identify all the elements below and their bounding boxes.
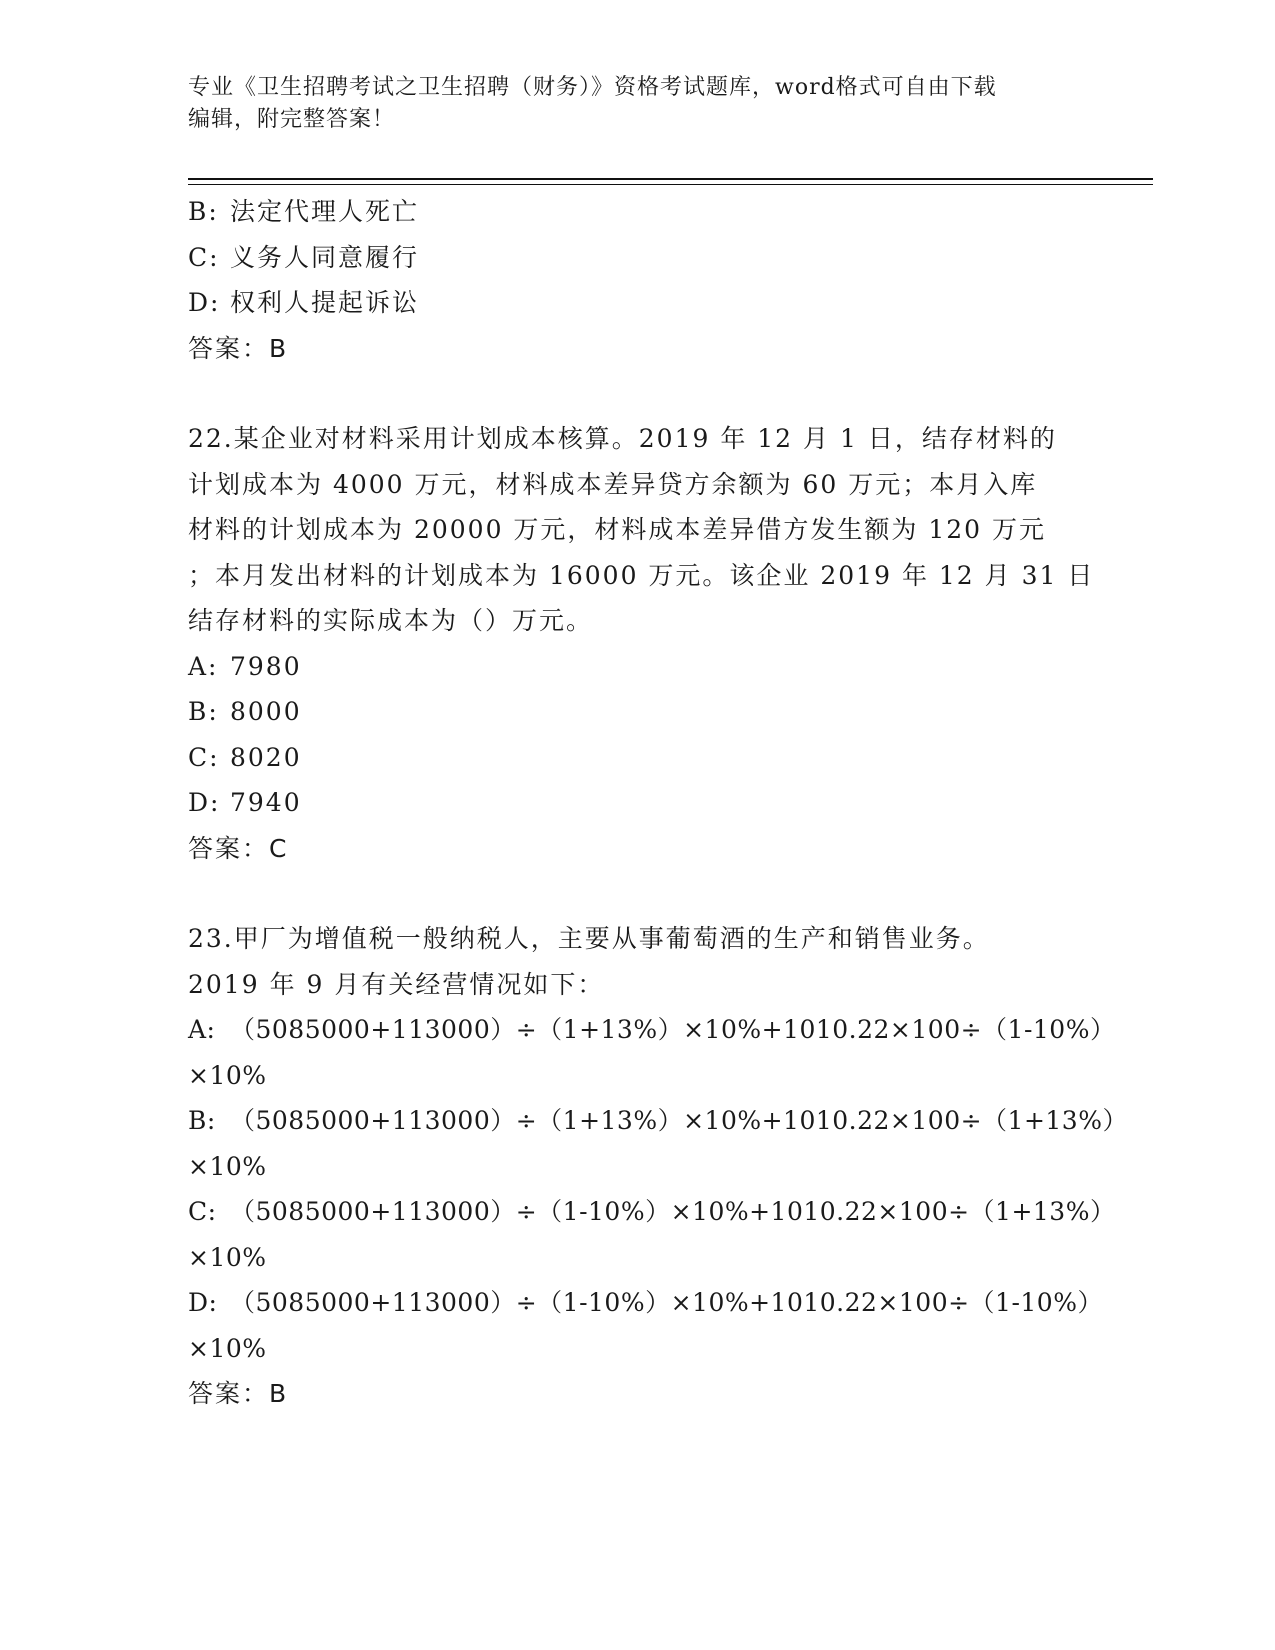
option-b-continuation: ×10%	[188, 1151, 267, 1181]
option-text: 义务人同意履行	[230, 242, 420, 272]
option-d	[188, 280, 1088, 326]
question-text-line: ；本月发出材料的计划成本为 16000 万元。该企业 2019 年 12 月 31 日	[188, 560, 1095, 590]
question-23	[188, 916, 1128, 1417]
option-b	[188, 689, 1088, 735]
question-text-line: 23.甲厂为增值税一般纳税人，主要从事葡萄酒的生产和销售业务。	[188, 924, 990, 953]
option-text: （5085000+113000）÷（1-10%）×10%+1010.22×100÷（1-10%）	[230, 1288, 1103, 1317]
option-b	[188, 189, 1088, 235]
answer: 答案：B	[188, 333, 289, 363]
option-c	[188, 735, 1088, 781]
question-text-line: 材料的计划成本为 20000 万元，材料成本差异借方发生额为 120 万元	[188, 515, 1047, 544]
option-text: 8000	[230, 697, 302, 726]
header-rule-thick	[188, 178, 1153, 180]
question-text-line: 结存材料的实际成本为（）万元。	[188, 606, 594, 635]
option-b	[188, 1098, 1128, 1144]
option-text: （5085000+113000）÷（1+13%）×10%+1010.22×100÷（1+13%）	[230, 1106, 1128, 1135]
option-prefix: C:	[188, 1197, 217, 1226]
header-line-1: 专业《卫生招聘考试之卫生招聘（财务）》资格考试题库，word格式可自由下载	[188, 75, 997, 100]
option-a-continuation: ×10%	[188, 1060, 267, 1090]
option-d	[188, 1280, 1103, 1326]
option-text: 7940	[230, 788, 302, 817]
option-text: （5085000+113000）÷（1-10%）×10%+1010.22×100÷（1+13%）	[230, 1197, 1116, 1226]
option-d-continuation: ×10%	[188, 1333, 267, 1363]
option-text: 权利人提起诉讼	[230, 288, 420, 317]
option-text: （5085000+113000）÷（1+13%）×10%+1010.22×100÷（1-10%）	[230, 1015, 1116, 1044]
prev-question-options	[188, 189, 1088, 371]
header-line-2: 编辑，附完整答案！	[188, 107, 396, 132]
option-text: 8020	[230, 742, 302, 772]
answer: 答案：B	[188, 1379, 289, 1408]
option-a	[188, 1007, 1116, 1053]
header-rule-thin	[188, 184, 1153, 185]
option-prefix: A:	[188, 651, 219, 681]
question-text-line: 22.某企业对材料采用计划成本核算。2019 年 12 月 1 日，结存材料的	[188, 424, 1057, 453]
question-22	[188, 416, 1095, 871]
option-prefix: B:	[188, 1106, 216, 1135]
option-prefix: C:	[188, 242, 220, 272]
option-c	[188, 1189, 1116, 1235]
option-c	[188, 235, 1088, 281]
option-prefix: A:	[188, 1015, 216, 1044]
option-prefix: D:	[188, 788, 221, 817]
option-prefix: C:	[188, 742, 220, 772]
option-text: 法定代理人死亡	[230, 197, 420, 226]
question-text-line: 计划成本为 4000 万元，材料成本差异贷方余额为 60 万元；本月入库	[188, 469, 1038, 499]
answer: 答案：C	[188, 833, 289, 863]
option-prefix: D:	[188, 1288, 218, 1317]
document-content	[188, 189, 1128, 1417]
document-header	[188, 72, 1068, 136]
question-text-line: 2019 年 9 月有关经营情况如下：	[188, 969, 605, 999]
option-a	[188, 644, 1088, 690]
option-text: 7980	[230, 651, 302, 681]
option-d	[188, 780, 1088, 826]
option-prefix: B:	[188, 197, 219, 226]
option-prefix: B:	[188, 697, 219, 726]
option-c-continuation: ×10%	[188, 1242, 267, 1272]
option-prefix: D:	[188, 288, 221, 317]
